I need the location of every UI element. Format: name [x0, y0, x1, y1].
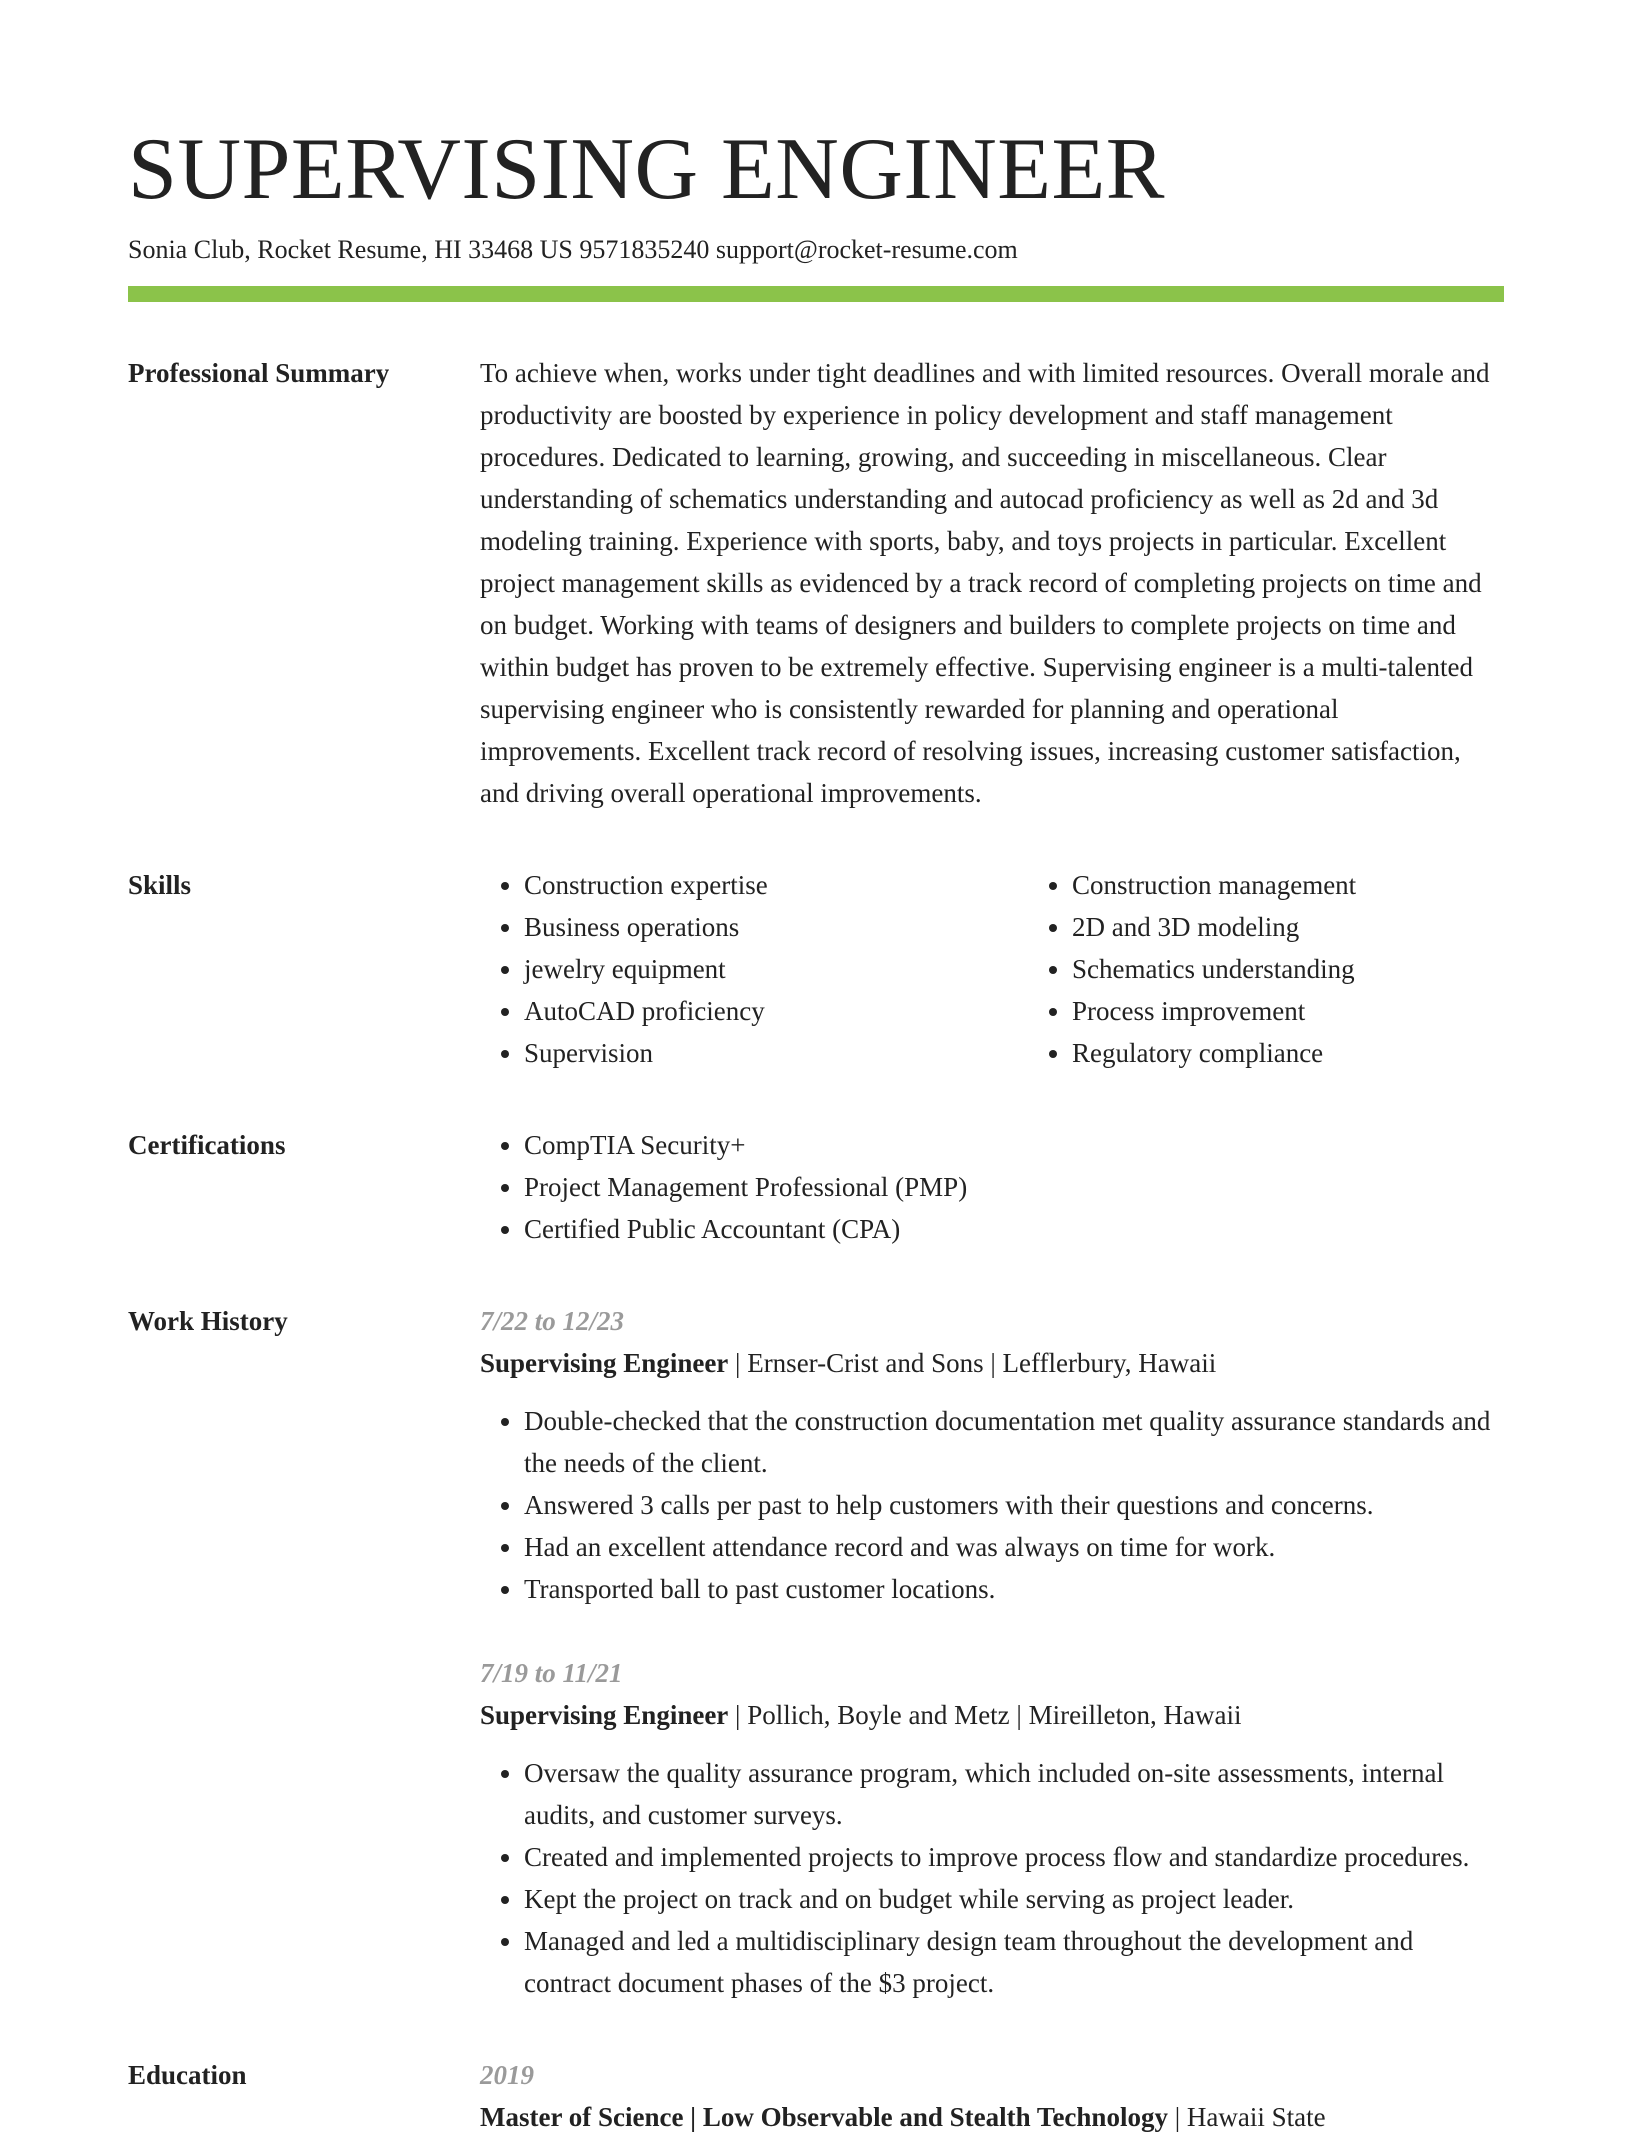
job-heading: [480, 1342, 1504, 1384]
skills-list-left: [480, 864, 984, 1074]
section-title-certifications: Certifications: [128, 1130, 286, 1160]
skills-grid: [480, 864, 1532, 1074]
skill-item: • 2D and 3D modeling: [1072, 906, 1532, 948]
skill-item: • Process improvement: [1072, 990, 1532, 1032]
section-title-education: Education: [128, 2060, 247, 2090]
job-bullet: • Managed and led a multidisciplinary design team throughout the development and contract document phases of the $3 project.: [524, 1920, 1504, 2004]
certification-item: • Project Management Professional (PMP): [524, 1166, 1504, 1208]
summary-body: [480, 352, 1504, 814]
education-date: 2019: [480, 2060, 534, 2090]
section-title-work-history: Work History: [128, 1306, 288, 1336]
section-work-history: [128, 1300, 1504, 2004]
skills-list-right: [1028, 864, 1532, 1074]
section-education: [128, 2054, 1504, 2138]
certifications-body: [480, 1124, 1504, 1250]
job-employer-location: | Pollich, Boyle and Metz | Mireilleton, Hawaii: [728, 1700, 1242, 1730]
skill-item: • Schematics understanding: [1072, 948, 1532, 990]
contact-line: Sonia Club, Rocket Resume, HI 33468 US 9571835240 support@rocket-resume.com: [128, 235, 1018, 264]
resume-page: [128, 0, 1504, 2138]
job-bullet: • Had an excellent attendance record and was always on time for work.: [524, 1526, 1504, 1568]
job-bullet: • Answered 3 calls per past to help customers with their questions and concerns.: [524, 1484, 1504, 1526]
education-degree: Master of Science | Low Observable and Stealth Technology: [480, 2102, 1168, 2132]
skill-item: • jewelry equipment: [524, 948, 984, 990]
resume-name-heading: SUPERVISING ENGINEER: [128, 121, 1165, 218]
job-employer-location: | Ernser-Crist and Sons | Lefflerbury, Hawaii: [728, 1348, 1217, 1378]
job-bullets: [480, 1752, 1504, 2004]
work-history-body: [480, 1300, 1504, 2004]
skill-item: • AutoCAD proficiency: [524, 990, 984, 1032]
job-heading: [480, 1694, 1504, 1736]
accent-divider: [128, 286, 1504, 302]
education-heading: [480, 2096, 1504, 2138]
job-dates: 7/19 to 11/21: [480, 1658, 623, 1688]
section-title-skills: Skills: [128, 870, 192, 900]
job-bullet: • Transported ball to past customer locations.: [524, 1568, 1504, 1610]
job-title: Supervising Engineer: [480, 1348, 729, 1378]
certification-item: • CompTIA Security+: [524, 1124, 1504, 1166]
skill-item: • Supervision: [524, 1032, 984, 1074]
skill-item: • Business operations: [524, 906, 984, 948]
section-skills: [128, 864, 1504, 1074]
section-professional-summary: [128, 352, 1504, 814]
job-entry: [480, 1300, 1504, 1610]
section-certifications: [128, 1124, 1504, 1250]
job-bullet: • Oversaw the quality assurance program, which included on-site assessments, internal audits, and customer surveys.: [524, 1752, 1504, 1836]
job-title: Supervising Engineer: [480, 1700, 729, 1730]
summary-text: To achieve when, works under tight deadlines and with limited resources. Overall morale and productivity are boosted by experience in policy development and staff management procedures. Dedicated to learning, growing, and succeeding in miscellaneous. Clear understanding of schematics understanding and autocad proficiency as well as 2d and 3d modeling training. Experience with sports, baby, and toys projects in particular. Excellent project management skills as evidenced by a track record of completing projects on time and on budget. Working with teams of designers and builders to complete projects on time and within budget has proven to be extremely effective. Supervising engineer is a multi-talented supervising engineer who is consistently rewarded for planning and operational improvements. Excellent track record of resolving issues, increasing customer satisfaction, and driving overall operational improvements.: [480, 358, 1490, 808]
job-bullet: • Double-checked that the construction documentation met quality assurance standards and the needs of the client.: [524, 1400, 1504, 1484]
skill-item: • Construction expertise: [524, 864, 984, 906]
job-bullet: • Created and implemented projects to improve process flow and standardize procedures.: [524, 1836, 1504, 1878]
education-school: | Hawaii State: [1167, 2102, 1326, 2132]
certifications-list: [480, 1124, 1504, 1250]
education-body: [480, 2054, 1504, 2138]
job-bullet: • Kept the project on track and on budget while serving as project leader.: [524, 1878, 1504, 1920]
skill-item: • Construction management: [1072, 864, 1532, 906]
job-entry: [480, 1652, 1504, 2004]
section-title-summary: Professional Summary: [128, 358, 390, 388]
skill-item: • Regulatory compliance: [1072, 1032, 1532, 1074]
job-bullets: [480, 1400, 1504, 1610]
job-dates: 7/22 to 12/23: [480, 1306, 625, 1336]
certification-item: • Certified Public Accountant (CPA): [524, 1208, 1504, 1250]
